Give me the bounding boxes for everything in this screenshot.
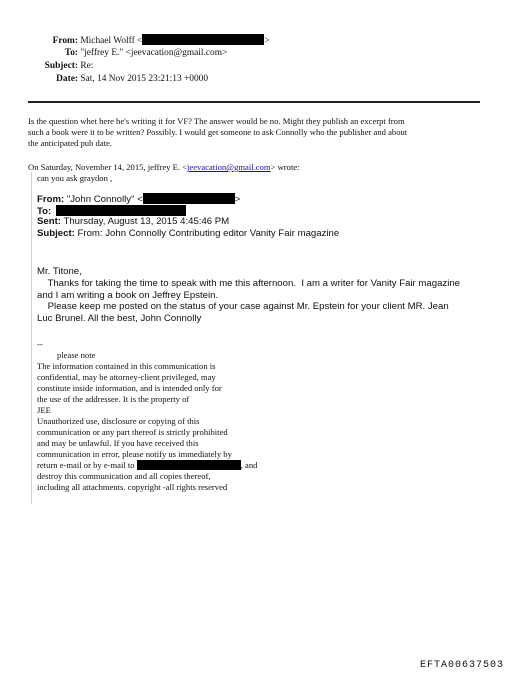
fw-sent-row bbox=[37, 216, 229, 228]
disclaimer-line: constitute inside information, and is intended only for bbox=[37, 383, 222, 393]
fw-from-suffix: > bbox=[234, 194, 241, 205]
quote-line: can you ask graydon , bbox=[37, 173, 113, 183]
quote-bar bbox=[31, 172, 32, 504]
disclaimer-line: JEE bbox=[37, 405, 51, 415]
disclaimer-line: communication in error, please notify us immediately by bbox=[37, 449, 232, 459]
fw-body-line: Thanks for taking the time to speak with me this afternoon. I am a writer for Vanity Fair magazine bbox=[37, 278, 461, 289]
subject-row bbox=[0, 60, 93, 73]
quote-intro-suffix: > wrote: bbox=[270, 162, 300, 172]
fw-sent-label: Sent: bbox=[37, 216, 61, 227]
redaction-block bbox=[56, 205, 186, 216]
to-row bbox=[0, 47, 227, 60]
disclaimer-line: including all attachments. copyright -all rights reserved bbox=[37, 482, 228, 492]
fw-body-line: and I am writing a book on Jeffrey Epstein. bbox=[37, 289, 219, 301]
fw-body-line: Please keep me posted on the status of your case against Mr. Epstein for your client MR. Jean bbox=[37, 301, 449, 312]
fw-sent-value: Thursday, August 13, 2015 4:45:46 PM bbox=[63, 216, 230, 227]
disclaimer-line: the use of the addressee. It is the property of bbox=[37, 394, 190, 404]
please-note: please note bbox=[57, 350, 96, 360]
date-value: Sat, 14 Nov 2015 23:21:13 +0000 bbox=[80, 74, 209, 84]
quote-intro-prefix: On Saturday, November 14, 2015, jeffrey E. < bbox=[28, 162, 188, 172]
fw-subject-value: From: John Connolly Contributing editor Vanity Fair magazine bbox=[77, 227, 340, 239]
disclaimer-line: communication or any part thereof is strictly prohibited bbox=[37, 427, 228, 437]
return-suffix: , and bbox=[240, 460, 258, 470]
disclaimer-line: The information contained in this communication is bbox=[37, 361, 216, 371]
from-value: Michael Wolff < bbox=[80, 36, 143, 46]
fw-from-value: "John Connolly" < bbox=[66, 194, 143, 205]
fw-subject-label: Subject: bbox=[37, 227, 75, 239]
from-label: From: bbox=[52, 36, 78, 46]
date-label: Date: bbox=[56, 74, 78, 84]
redaction-block bbox=[142, 34, 264, 45]
email-link[interactable]: jeevacation@gmail.com bbox=[187, 162, 271, 172]
redaction-block bbox=[137, 460, 241, 470]
disclaimer-return-line bbox=[37, 460, 257, 471]
fw-body-line: Luc Brunel. All the best, John Connolly bbox=[37, 312, 202, 324]
body-line: Is the question whet here he's writing it for VF? The answer would be no. Might they publish an excerpt from bbox=[28, 116, 405, 126]
disclaimer-line: destroy this communication and all copies thereof, bbox=[37, 471, 211, 481]
quote-intro bbox=[28, 162, 300, 173]
disclaimer-line: confidential, may be attorney-client privileged, may bbox=[37, 372, 216, 382]
signature-dashes: -- bbox=[37, 339, 43, 349]
fw-to-label: To: bbox=[37, 205, 52, 217]
email-header bbox=[0, 30, 512, 90]
disclaimer-line: and may be unlawful. If you have received this bbox=[37, 438, 199, 448]
body-line: the anticipated pub date. bbox=[28, 138, 112, 148]
disclaimer-line: Unauthorized use, disclosure or copying of this bbox=[37, 416, 200, 426]
fw-greeting: Mr. Titone, bbox=[37, 266, 82, 277]
fw-subject-row bbox=[37, 228, 339, 240]
return-prefix: return e-mail or by e-mail to bbox=[37, 460, 137, 470]
subject-value: Re: bbox=[80, 61, 94, 71]
to-value: "jeffrey E." <jeevacation@gmail.com> bbox=[80, 48, 228, 58]
from-suffix: > bbox=[264, 36, 270, 46]
header-divider bbox=[28, 101, 480, 103]
to-label: To: bbox=[64, 48, 78, 58]
date-row bbox=[0, 73, 208, 86]
body-line: such a book were it to be written? Possibly. I would get someone to ask Connolly who the publisher and about bbox=[28, 127, 408, 137]
from-row bbox=[0, 34, 270, 48]
fw-from-label: From: bbox=[37, 194, 65, 205]
document-id: EFTA00637503 bbox=[419, 660, 504, 671]
redaction-block bbox=[143, 193, 235, 204]
subject-label: Subject: bbox=[44, 61, 78, 71]
